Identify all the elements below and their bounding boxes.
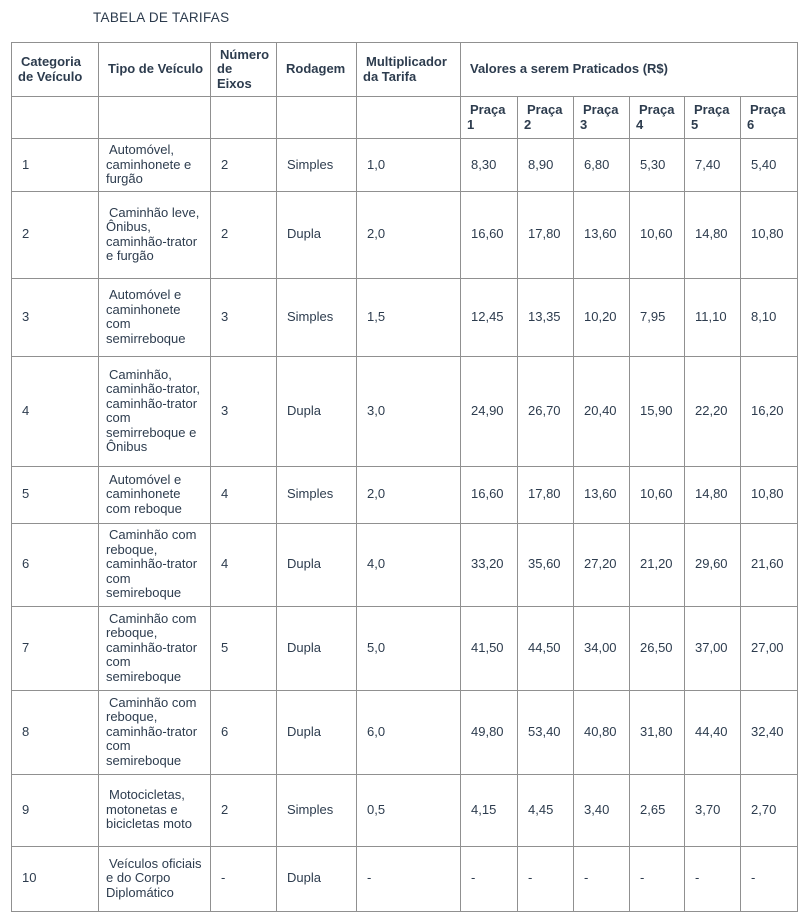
cell-categoria: 10 (12, 846, 99, 911)
cell-tipo: Caminhão, caminhão-trator, caminhão-trator com semirreboque e Ônibus (99, 356, 211, 466)
cell-eixos: 6 (211, 690, 277, 774)
cell-rodagem: Dupla (277, 356, 357, 466)
cell-categoria: 6 (12, 523, 99, 606)
table-row (12, 191, 798, 278)
cell-praca-4: 15,90 (630, 356, 685, 466)
cell-tipo: Automóvel e caminhonete com reboque (99, 466, 211, 523)
cell-praca-4: 10,60 (630, 191, 685, 278)
cell-praca-3: 10,20 (574, 278, 630, 356)
header-rodagem: Rodagem (277, 43, 357, 97)
cell-rodagem: Simples (277, 466, 357, 523)
cell-multiplicador: 4,0 (357, 523, 461, 606)
cell-multiplicador: 3,0 (357, 356, 461, 466)
cell-praca-1: 12,45 (461, 278, 518, 356)
header-eixos: Número de Eixos (211, 43, 277, 97)
cell-categoria: 7 (12, 606, 99, 690)
cell-categoria: 9 (12, 774, 99, 846)
table-row (12, 278, 798, 356)
cell-multiplicador: - (357, 846, 461, 911)
cell-praca-4: 5,30 (630, 139, 685, 192)
cell-praca-5: - (685, 846, 741, 911)
cell-rodagem: Simples (277, 278, 357, 356)
cell-categoria: 5 (12, 466, 99, 523)
cell-eixos: 2 (211, 191, 277, 278)
cell-rodagem: Simples (277, 774, 357, 846)
header-praca-6: Praça 6 (741, 97, 798, 139)
cell-praca-3: 27,20 (574, 523, 630, 606)
cell-multiplicador: 0,5 (357, 774, 461, 846)
cell-praca-6: 27,00 (741, 606, 798, 690)
cell-rodagem: Dupla (277, 846, 357, 911)
cell-praca-4: 7,95 (630, 278, 685, 356)
header-row-1 (12, 43, 798, 97)
cell-praca-4: 2,65 (630, 774, 685, 846)
header-praca-3: Praça 3 (574, 97, 630, 139)
tariff-table (11, 42, 798, 912)
cell-praca-1: 41,50 (461, 606, 518, 690)
cell-praca-1: - (461, 846, 518, 911)
cell-praca-6: 10,80 (741, 191, 798, 278)
cell-praca-1: 24,90 (461, 356, 518, 466)
cell-praca-2: 8,90 (518, 139, 574, 192)
cell-eixos: 3 (211, 278, 277, 356)
cell-tipo: Automóvel e caminhonete com semirreboque (99, 278, 211, 356)
cell-praca-3: 13,60 (574, 466, 630, 523)
cell-rodagem: Dupla (277, 523, 357, 606)
table-row (12, 139, 798, 192)
cell-praca-2: 26,70 (518, 356, 574, 466)
cell-praca-1: 33,20 (461, 523, 518, 606)
cell-categoria: 3 (12, 278, 99, 356)
cell-tipo: Motocicletas, motonetas e bicicletas moto (99, 774, 211, 846)
cell-praca-1: 16,60 (461, 191, 518, 278)
cell-praca-6: 8,10 (741, 278, 798, 356)
cell-praca-5: 22,20 (685, 356, 741, 466)
cell-praca-2: 4,45 (518, 774, 574, 846)
header-tipo: Tipo de Veículo (99, 43, 211, 97)
cell-praca-4: 26,50 (630, 606, 685, 690)
cell-eixos: 2 (211, 139, 277, 192)
cell-praca-6: 10,80 (741, 466, 798, 523)
cell-praca-5: 14,80 (685, 191, 741, 278)
cell-praca-4: - (630, 846, 685, 911)
cell-eixos: 4 (211, 466, 277, 523)
cell-praca-3: 3,40 (574, 774, 630, 846)
cell-multiplicador: 1,5 (357, 278, 461, 356)
header-praca-1: Praça 1 (461, 97, 518, 139)
cell-praca-2: 17,80 (518, 191, 574, 278)
cell-rodagem: Simples (277, 139, 357, 192)
cell-praca-4: 31,80 (630, 690, 685, 774)
cell-praca-4: 10,60 (630, 466, 685, 523)
cell-tipo: Caminhão leve, Ônibus, caminhão-trator e furgão (99, 191, 211, 278)
cell-rodagem: Dupla (277, 191, 357, 278)
cell-multiplicador: 2,0 (357, 466, 461, 523)
page-title: TABELA DE TARIFAS (93, 10, 230, 25)
cell-categoria: 4 (12, 356, 99, 466)
table-row (12, 356, 798, 466)
cell-multiplicador: 6,0 (357, 690, 461, 774)
cell-praca-3: 13,60 (574, 191, 630, 278)
cell-praca-6: 16,20 (741, 356, 798, 466)
cell-categoria: 2 (12, 191, 99, 278)
cell-eixos: 5 (211, 606, 277, 690)
header-multiplicador: Multiplicador da Tarifa (357, 43, 461, 97)
cell-eixos: 3 (211, 356, 277, 466)
cell-praca-5: 44,40 (685, 690, 741, 774)
cell-praca-2: 13,35 (518, 278, 574, 356)
cell-praca-5: 11,10 (685, 278, 741, 356)
cell-tipo: Caminhão com reboque, caminhão-trator com semireboque (99, 690, 211, 774)
cell-tipo: Caminhão com reboque, caminhão-trator com semireboque (99, 606, 211, 690)
table-row (12, 690, 798, 774)
cell-praca-6: 21,60 (741, 523, 798, 606)
header-praca-5: Praça 5 (685, 97, 741, 139)
cell-praca-1: 16,60 (461, 466, 518, 523)
cell-tipo: Automóvel, caminhonete e furgão (99, 139, 211, 192)
table-row (12, 523, 798, 606)
cell-praca-5: 29,60 (685, 523, 741, 606)
cell-praca-2: 44,50 (518, 606, 574, 690)
header-categoria: Categoria de Veículo (12, 43, 99, 97)
cell-praca-2: 53,40 (518, 690, 574, 774)
table-row (12, 846, 798, 911)
cell-praca-2: - (518, 846, 574, 911)
cell-praca-5: 14,80 (685, 466, 741, 523)
cell-multiplicador: 2,0 (357, 191, 461, 278)
cell-praca-3: 6,80 (574, 139, 630, 192)
header-praca-2: Praça 2 (518, 97, 574, 139)
cell-eixos: - (211, 846, 277, 911)
cell-praca-5: 3,70 (685, 774, 741, 846)
cell-praca-3: - (574, 846, 630, 911)
cell-praca-3: 34,00 (574, 606, 630, 690)
cell-praca-3: 40,80 (574, 690, 630, 774)
header-row-2 (12, 97, 798, 139)
cell-multiplicador: 1,0 (357, 139, 461, 192)
cell-eixos: 2 (211, 774, 277, 846)
cell-rodagem: Dupla (277, 606, 357, 690)
cell-praca-6: 32,40 (741, 690, 798, 774)
header-empty-cell (211, 97, 277, 139)
header-valores: Valores a serem Praticados (R$) (461, 43, 798, 97)
header-empty-cell (12, 97, 99, 139)
header-empty-cell (357, 97, 461, 139)
cell-praca-1: 8,30 (461, 139, 518, 192)
cell-rodagem: Dupla (277, 690, 357, 774)
cell-praca-6: 5,40 (741, 139, 798, 192)
cell-multiplicador: 5,0 (357, 606, 461, 690)
header-empty-cell (99, 97, 211, 139)
cell-eixos: 4 (211, 523, 277, 606)
cell-praca-1: 4,15 (461, 774, 518, 846)
cell-praca-2: 35,60 (518, 523, 574, 606)
cell-praca-1: 49,80 (461, 690, 518, 774)
cell-tipo: Veículos oficiais e do Corpo Diplomático (99, 846, 211, 911)
table-row (12, 466, 798, 523)
table-row (12, 774, 798, 846)
cell-categoria: 1 (12, 139, 99, 192)
cell-praca-4: 21,20 (630, 523, 685, 606)
table-row (12, 606, 798, 690)
cell-praca-6: - (741, 846, 798, 911)
cell-praca-3: 20,40 (574, 356, 630, 466)
header-praca-4: Praça 4 (630, 97, 685, 139)
cell-praca-2: 17,80 (518, 466, 574, 523)
cell-praca-6: 2,70 (741, 774, 798, 846)
cell-tipo: Caminhão com reboque, caminhão-trator com semireboque (99, 523, 211, 606)
cell-praca-5: 37,00 (685, 606, 741, 690)
cell-categoria: 8 (12, 690, 99, 774)
cell-praca-5: 7,40 (685, 139, 741, 192)
header-empty-cell (277, 97, 357, 139)
